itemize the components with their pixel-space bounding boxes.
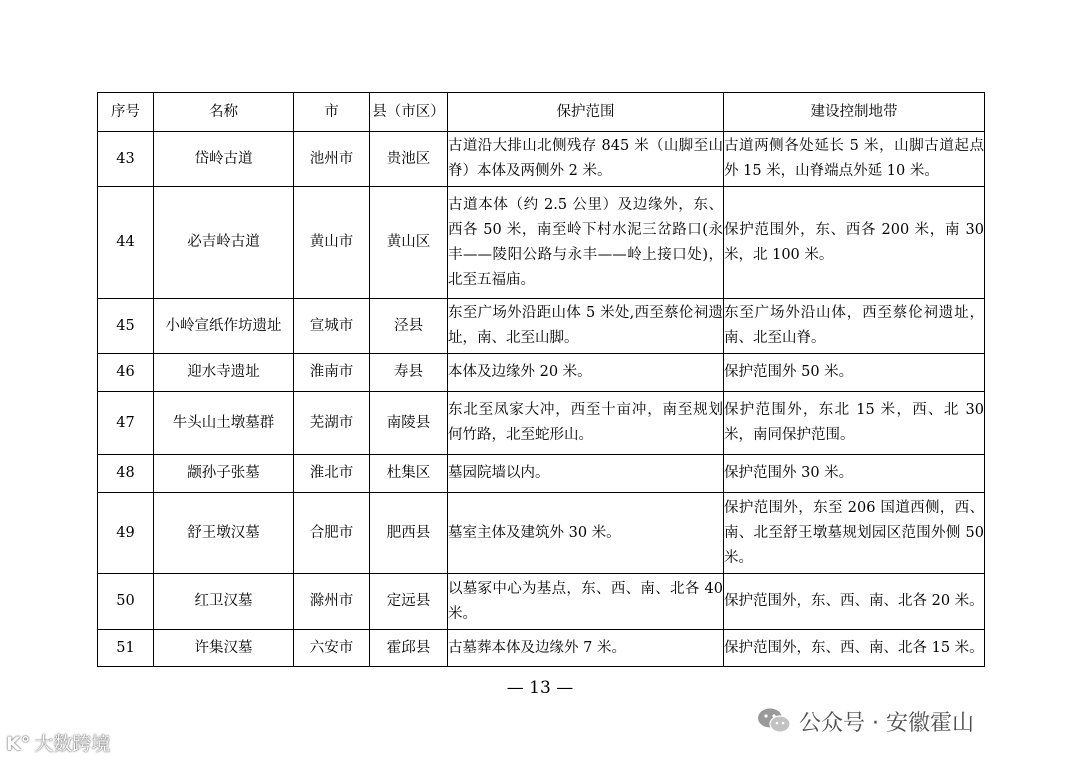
cell-city: 滁州市 [294, 574, 370, 630]
table-header-row [98, 93, 985, 132]
cell-city: 宣城市 [294, 299, 370, 354]
cell-county: 寿县 [370, 354, 448, 392]
cell-no: 47 [98, 392, 154, 455]
cell-no: 44 [98, 187, 154, 299]
cell-protection: 古道沿大排山北侧残存 845 米（山脚至山脊）本体及两侧外 2 米。 [448, 132, 724, 187]
cell-control: 保护范围外，东至 206 国道西侧，西、南、北至舒王墩墓规划园区范围外侧 50 米。 [724, 493, 985, 574]
cell-name: 颛孙子张墓 [154, 455, 294, 493]
cell-no: 46 [98, 354, 154, 392]
watermark-left [6, 729, 110, 756]
cell-city: 合肥市 [294, 493, 370, 574]
header-no: 序号 [98, 93, 154, 132]
page-number: — 13 — [506, 678, 574, 698]
cell-name: 必吉岭古道 [154, 187, 294, 299]
cell-protection: 古道本体（约 2.5 公里）及边缘外，东、西各 50 米，南至岭下村水泥三岔路口(永丰——陵阳公路与永丰——岭上接口处)，北至五福庙。 [448, 187, 724, 299]
header-name: 名称 [154, 93, 294, 132]
watermark-right [757, 704, 974, 738]
cell-no: 51 [98, 630, 154, 667]
cell-control: 保护范围外，东北 15 米，西、北 30 米，南同保护范围。 [724, 392, 985, 455]
watermark-right-text: 公众号 · 安徽霍山 [799, 710, 974, 736]
cell-name: 红卫汉墓 [154, 574, 294, 630]
cell-no: 49 [98, 493, 154, 574]
cell-no: 50 [98, 574, 154, 630]
cell-name: 迎水寺遗址 [154, 354, 294, 392]
cell-name: 许集汉墓 [154, 630, 294, 667]
cell-name: 岱岭古道 [154, 132, 294, 187]
table-row [98, 187, 985, 299]
table-row [98, 493, 985, 574]
cell-no: 48 [98, 455, 154, 493]
cell-county: 肥西县 [370, 493, 448, 574]
cell-control: 保护范围外，东、西、南、北各 15 米。 [724, 630, 985, 667]
cell-protection: 本体及边缘外 20 米。 [448, 354, 724, 392]
cell-county: 黄山区 [370, 187, 448, 299]
cell-name: 舒王墩汉墓 [154, 493, 294, 574]
cell-protection: 以墓冢中心为基点，东、西、南、北各 40 米。 [448, 574, 724, 630]
heritage-table [97, 92, 985, 667]
cell-protection: 墓园院墙以内。 [448, 455, 724, 493]
cell-protection: 古墓葬本体及边缘外 7 米。 [448, 630, 724, 667]
cell-city: 芜湖市 [294, 392, 370, 455]
cell-city: 淮南市 [294, 354, 370, 392]
cell-control: 东至广场外沿山体，西至蔡伦祠遗址，南、北至山脊。 [724, 299, 985, 354]
cell-control: 保护范围外 30 米。 [724, 455, 985, 493]
table-row [98, 455, 985, 493]
cell-county: 定远县 [370, 574, 448, 630]
cell-county: 霍邱县 [370, 630, 448, 667]
header-city: 市 [294, 93, 370, 132]
cell-county: 南陵县 [370, 392, 448, 455]
header-protection: 保护范围 [448, 93, 724, 132]
table-row [98, 574, 985, 630]
cell-county: 泾县 [370, 299, 448, 354]
cell-control: 保护范围外 50 米。 [724, 354, 985, 392]
cell-county: 杜集区 [370, 455, 448, 493]
table-row [98, 630, 985, 667]
cell-name: 小岭宣纸作坊遗址 [154, 299, 294, 354]
table-row [98, 299, 985, 354]
kol-logo-icon: K° [6, 733, 31, 755]
cell-city: 黄山市 [294, 187, 370, 299]
cell-city: 淮北市 [294, 455, 370, 493]
cell-control: 古道两侧各处延长 5 米，山脚古道起点外 15 米，山脊端点外延 10 米。 [724, 132, 985, 187]
cell-protection: 东至广场外沿距山体 5 米处,西至蔡伦祠遗址，南、北至山脚。 [448, 299, 724, 354]
cell-control: 保护范围外，东、西各 200 米，南 30 米，北 100 米。 [724, 187, 985, 299]
cell-protection: 墓室主体及建筑外 30 米。 [448, 493, 724, 574]
table-row [98, 354, 985, 392]
watermark-left-text: 大数跨境 [34, 733, 111, 755]
cell-city: 池州市 [294, 132, 370, 187]
cell-control: 保护范围外，东、西、南、北各 20 米。 [724, 574, 985, 630]
cell-name: 牛头山土墩墓群 [154, 392, 294, 455]
header-county: 县（市区） [370, 93, 448, 132]
cell-city: 六安市 [294, 630, 370, 667]
cell-no: 43 [98, 132, 154, 187]
cell-county: 贵池区 [370, 132, 448, 187]
header-control: 建设控制地带 [724, 93, 985, 132]
wechat-icon [757, 707, 791, 735]
table-row [98, 132, 985, 187]
cell-protection: 东北至凤家大冲，西至十亩冲，南至规划何竹路，北至蛇形山。 [448, 392, 724, 455]
cell-no: 45 [98, 299, 154, 354]
table-row [98, 392, 985, 455]
